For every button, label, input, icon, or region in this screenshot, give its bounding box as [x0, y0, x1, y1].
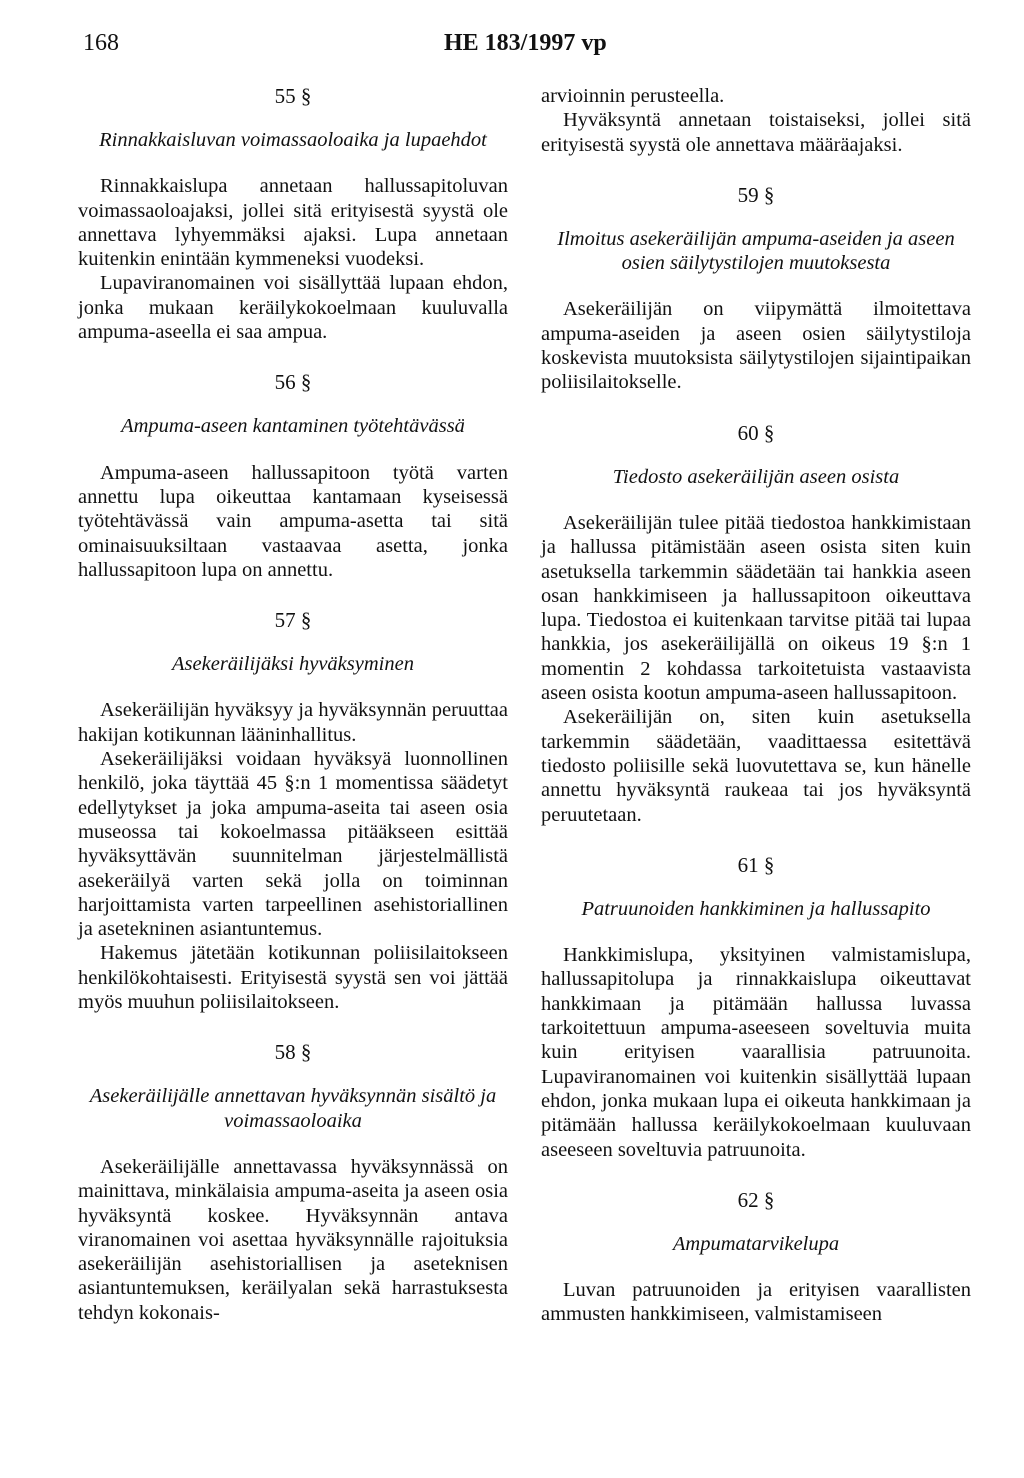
section-number-57: 57 §	[274, 608, 312, 633]
paragraph: Rinnakkaislupa annetaan hallussapitoluvan voimassaoloajaksi, jollei sitä erityisestä syystä ole annettava lyhyemmäksi ajaksi. Lupa annetaan kuitenkin enintään kymmeneksi vuodeksi.	[78, 175, 508, 271]
section-title-60: Tiedosto asekeräilijän aseen osista	[612, 465, 900, 488]
paragraph: Hakemus jätetään kotikunnan poliisilaitokseen henkilökohtaisesti. Erityisestä syystä sen voi jättää myös muuhun poliisilaitokseen.	[78, 942, 508, 1014]
paragraph: Asekeräilijän on, siten kuin asetuksella tarkemmin säädetään, vaadittaessa esitettävä tiedosto poliisille sekä luovutettava se, kun hänelle annettu hyväksyntä raukeaa tai jos hyväksyntä peruutetaan.	[541, 706, 971, 826]
page-number: 168	[83, 30, 119, 56]
section-number-58: 58 §	[274, 1040, 312, 1065]
section-number-59: 59 §	[737, 182, 775, 207]
paragraph: Asekeräilijän on viipymättä ilmoitettava ampuma-aseiden ja aseen osien säilytystiloja koskevista muutoksista säilytystilojen sijaintipaikan poliisilaitokselle.	[541, 298, 971, 394]
section-title-59: Ilmoitus asekeräilijän ampuma-aseiden ja aseen osien säilytystilojen muutoksesta	[557, 227, 955, 275]
paragraph: Asekeräilijälle annettavassa hyväksynnässä on mainittava, minkälaisia ampuma-aseita ja aseen osia hyväksyntä koskee. Hyväksynnän antava viranomainen voi asettaa hyväksynnälle rajoituksia asekeräilijän asehistoriallisen ja aseteknisen asiantuntemuksen, keräilyalan sekä harrastuksesta tehdyn kokonais-	[78, 1155, 508, 1324]
section-title-56: Ampuma-aseen kantaminen työtehtävässä	[121, 415, 465, 438]
paragraph: Luvan patruunoiden ja erityisen vaarallisten ammusten hankkimiseen, valmistamiseen	[541, 1279, 971, 1326]
paragraph: Hankkimislupa, yksityinen valmistamislupa, hallussapitolupa ja rinnakkaislupa oikeuttavat hankkimaan ja pitämään hallussa luvassa tarkoitettuun ampuma-aseeseen soveltuvia muita kuin erityisen vaarallisia patruunoita. Lupaviranomainen voi kuitenkin sisällyttää lupaan ehdon, jonka mukaan lupa ei oikeuta hankkimaan ja pitämään hallussa keräilykokoelmaan kuuluvaan aseeseen soveltuvia patruunoita.	[541, 944, 971, 1161]
paragraph: Asekeräilijän hyväksyy ja hyväksynnän peruuttaa hakijan kotikunnan lääninhallitus.	[78, 699, 508, 746]
paragraph: arvioinnin perusteella.	[541, 85, 725, 107]
paragraph: Hyväksyntä annetaan toistaiseksi, jollei sitä erityisestä syystä ole annettava määräajaksi.	[541, 109, 971, 156]
section-title-58: Asekeräilijälle annettavan hyväksynnän sisältö ja voimassaoloaika	[89, 1085, 497, 1132]
paragraph: Asekeräilijän tulee pitää tiedostoa hankkimistaan ja hallussa pitämistään aseen osista siten kuin asetuksella tarkemmin säädetään tai hankkia aseen osan hankkimiseen ja hallussapitoon oikeuttava lupa. Tiedostoa ei kuitenkaan tarvitse pitää tai lupaa hankkia, jos asekeräilijällä on oikeus 19 §:n 1 momentin 2 kohdassa tarkoitetuista vastaavista aseen osista kootun ampuma-aseen hallussapitoon.	[541, 511, 971, 705]
section-number-56: 56 §	[274, 370, 312, 395]
section-number-60: 60 §	[737, 420, 775, 445]
paragraph: Ampuma-aseen hallussapitoon työtä varten annettu lupa oikeuttaa kantamaan kyseisessä työtehtävässä vain ampuma-asetta tai sitä ominaisuuksiltaan vastaavaa asetta, jonka hallussapitoon lupa on annettu.	[78, 461, 508, 581]
section-title-62: Ampumatarvikelupa	[672, 1232, 840, 1255]
paragraph: Lupaviranomainen voi sisällyttää lupaan ehdon, jonka mukaan keräilykokoelmaan kuuluvalla ampuma-aseella ei saa ampua.	[78, 272, 508, 344]
section-number-61: 61 §	[737, 852, 775, 877]
section-title-57: Asekeräilijäksi hyväksyminen	[172, 653, 414, 676]
section-title-61: Patruunoiden hankkiminen ja hallussapito	[581, 897, 931, 920]
paragraph: Asekeräilijäksi voidaan hyväksyä luonnollinen henkilö, joka täyttää 45 §:n 1 momentissa säädetyt edellytykset ja joka ampuma-aseita tai aseen osia museossa tai kokoelmassa pitääkseen esittää hyväksyttävän suunnitelman järjestelmällistä asekeräilyä varten sekä jolla on toiminnan harjoittamista varten tarpeellinen asehistoriallinen ja asetekninen asiantuntemus.	[78, 748, 508, 941]
section-number-62: 62 §	[737, 1187, 775, 1212]
section-title-55: Rinnakkaisluvan voimassaoloaika ja lupaehdot	[99, 129, 487, 151]
section-number-55: 55 §	[274, 84, 312, 108]
right-column	[541, 84, 971, 1327]
left-column	[78, 84, 508, 1325]
running-head: HE 183/1997 vp	[444, 30, 607, 56]
